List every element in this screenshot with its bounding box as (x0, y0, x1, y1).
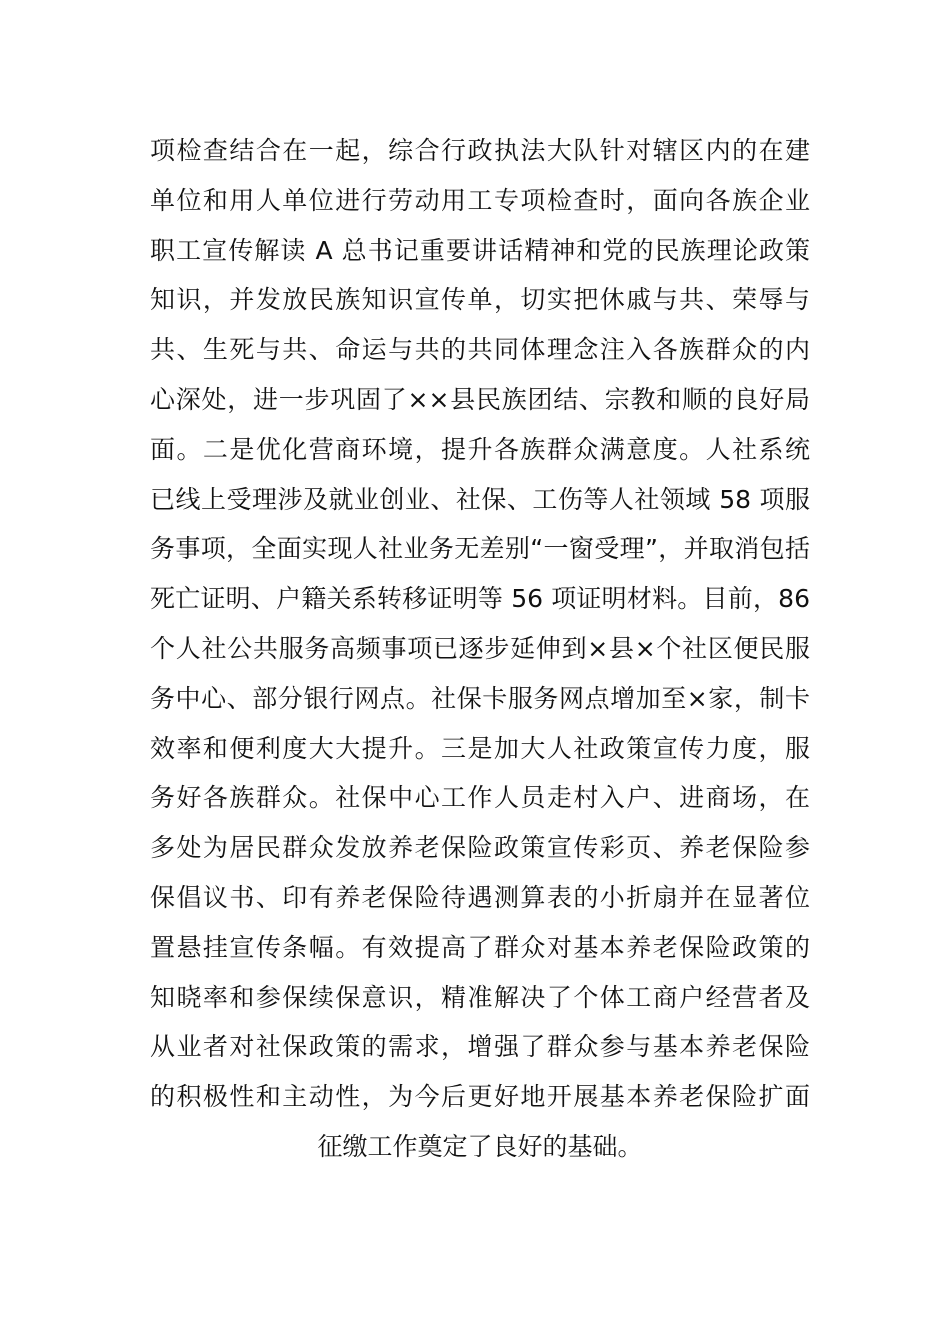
paragraph-line: 保倡议书、印有养老保险待遇测算表的小折扇并在显著位 (150, 882, 810, 912)
paragraph-line: 务事项，全面实现人社业务无差别“一窗受理”，并取消包括 (150, 534, 810, 564)
paragraph-line: 共、生死与共、命运与共的共同体理念注入各族群众的内 (150, 335, 810, 365)
paragraph-line: 已线上受理涉及就业创业、社保、工伤等人社领域 58 项服 (150, 484, 810, 514)
paragraph-line: 项检查结合在一起，综合行政执法大队针对辖区内的在建 (150, 136, 810, 165)
paragraph-line: 务好各族群众。社保中心工作人员走村入户、进商场，在 (150, 783, 810, 813)
paragraph-line: 知晓率和参保续保意识，精准解决了个体工商户经营者及 (150, 982, 810, 1012)
paragraph-line: 知识，并发放民族知识宣传单，切实把休戚与共、荣辱与 (150, 285, 810, 315)
paragraph-line: 个人社公共服务高频事项已逐步延伸到×县×个社区便民服 (150, 633, 810, 663)
paragraph-line: 职工宣传解读 A 总书记重要讲话精神和党的民族理论政策 (150, 235, 810, 265)
paragraph-line: 多处为居民群众发放养老保险政策宣传彩页、养老保险参 (150, 833, 810, 863)
paragraph-line: 面。二是优化营商环境，提升各族群众满意度。人社系统 (150, 434, 810, 464)
paragraph-line: 置悬挂宣传条幅。有效提高了群众对基本养老保险政策的 (150, 932, 810, 962)
paragraph-line: 单位和用人单位进行劳动用工专项检查时，面向各族企业 (150, 185, 810, 215)
paragraph-line: 死亡证明、户籍关系转移证明等 56 项证明材料。目前，86 (150, 584, 810, 614)
body-paragraph (150, 126, 810, 1172)
paragraph-last-line: 征缴工作奠定了良好的基础。 (317, 1131, 643, 1161)
paragraph-line: 从业者对社保政策的需求，增强了群众参与基本养老保险 (150, 1032, 810, 1062)
paragraph-line: 效率和便利度大大提升。三是加大人社政策宣传力度，服 (150, 733, 810, 763)
paragraph-line: 的积极性和主动性，为今后更好地开展基本养老保险扩面 (150, 1082, 810, 1112)
paragraph-line: 务中心、部分银行网点。社保卡服务网点增加至×家，制卡 (150, 683, 810, 713)
paragraph-line: 心深处，进一步巩固了××县民族团结、宗教和顺的良好局 (150, 384, 810, 414)
